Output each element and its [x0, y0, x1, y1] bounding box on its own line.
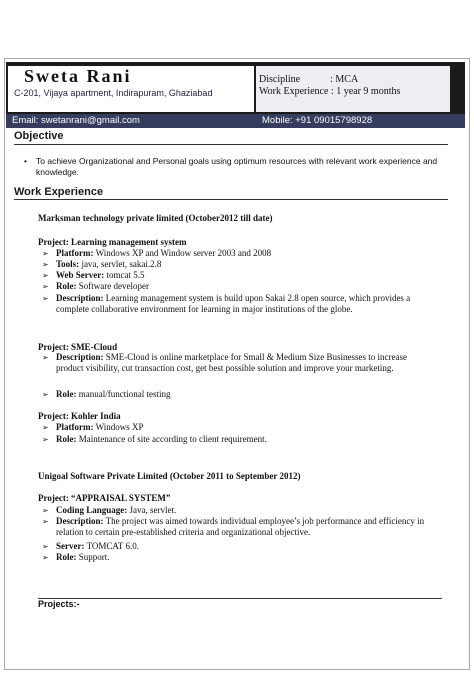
item-label: Tools: [56, 259, 80, 269]
bullet-icon: • [24, 156, 27, 166]
item-label: Platform: [56, 422, 94, 432]
bullet-item [42, 434, 267, 445]
arrow-bullet-icon: ➢ [42, 260, 49, 269]
arrow-bullet-icon: ➢ [42, 517, 49, 526]
item-value: Maintenance of site according to client requirement. [78, 434, 267, 444]
item-label: Web Server: [56, 270, 105, 280]
arrow-bullet-icon: ➢ [42, 271, 49, 280]
arrow-bullet-icon: ➢ [42, 294, 49, 303]
item-value: tomcat 5.5 [106, 270, 145, 280]
item-label: Description: [56, 352, 104, 362]
objective-heading: Objective [14, 130, 64, 142]
item-label: Platform: [56, 248, 94, 258]
item-value: Windows XP and Window server 2003 and 2008 [95, 248, 272, 258]
item-value: Java, servlet. [129, 505, 177, 515]
bullet-item [42, 293, 436, 315]
project-title: Project: Learning management system [38, 237, 187, 247]
bullet-item [42, 389, 171, 400]
company-1: Marksman technology private limited (October2012 till date) [38, 213, 273, 223]
objective-body: To achieve Organizational and Personal goals using optimum resources with relevant work experience and knowledge. [36, 156, 438, 177]
bullet-item [42, 516, 436, 538]
item-value: Support. [78, 552, 110, 562]
item-label: Description: [56, 516, 104, 526]
bullet-item [42, 422, 144, 433]
item-label: Role: [56, 434, 77, 444]
item-value: java, servlet, sakai.2.8 [81, 259, 162, 269]
project-title: Project: SME-Cloud [38, 342, 118, 352]
item-value: Windows XP [95, 422, 144, 432]
arrow-bullet-icon: ➢ [42, 553, 49, 562]
bullet-item [42, 541, 140, 552]
item-value: Software developer [78, 281, 149, 291]
bullet-item [42, 248, 272, 259]
item-label: Role: [56, 281, 77, 291]
address: C-201, Vijaya apartment, Indirapuram, Ghaziabad [14, 88, 213, 98]
discipline: Discipline : MCA [259, 74, 359, 85]
item-value: manual/functional testing [78, 389, 171, 399]
item-value: SME-Cloud is online marketplace for Small & Medium Size Businesses to increase product visibility, cut transaction cost, get best possible solution and improve your marketing. [56, 352, 407, 373]
item-label: Role: [56, 552, 77, 562]
candidate-name: Sweta Rani [24, 66, 132, 86]
bullet-item [42, 552, 110, 563]
project-title: Project: “APPRAISAL SYSTEM” [38, 493, 171, 503]
projects-heading: Projects:- [38, 599, 80, 609]
bullet-item [42, 505, 177, 516]
arrow-bullet-icon: ➢ [42, 249, 49, 258]
item-label: Coding Language: [56, 505, 128, 515]
item-value: Learning management system is build upon Sakai 2.8 open source, which provides a complete collaborative environment for learning in major institutions of the globe. [56, 293, 411, 314]
bullet-item [42, 270, 145, 281]
arrow-bullet-icon: ➢ [42, 423, 49, 432]
arrow-bullet-icon: ➢ [42, 435, 49, 444]
arrow-bullet-icon: ➢ [42, 506, 49, 515]
item-value: The project was aimed towards individual employee’s job performance and efficiency in relation to certain pre-established criteria and organizational objective. [56, 516, 425, 537]
work-heading: Work Experience [14, 186, 104, 198]
objective-text [24, 156, 454, 178]
projects-rule [38, 598, 442, 599]
work-rule [14, 199, 448, 200]
work-experience-summary: Work Experience : 1 year 9 months [259, 86, 401, 97]
email[interactable]: Email: swetanrani@gmail.com [12, 115, 140, 126]
bullet-item [42, 281, 149, 292]
arrow-bullet-icon: ➢ [42, 390, 49, 399]
objective-rule [14, 144, 448, 145]
arrow-bullet-icon: ➢ [42, 353, 49, 362]
contact-bar [6, 114, 465, 128]
item-label: Description: [56, 293, 104, 303]
item-label: Role: [56, 389, 77, 399]
item-label: Server: [56, 541, 85, 551]
bullet-item [42, 352, 436, 374]
arrow-bullet-icon: ➢ [42, 542, 49, 551]
project-title: Project: Kohler India [38, 411, 121, 421]
bullet-item [42, 259, 162, 270]
mobile: Mobile: +91 09015798928 [262, 115, 373, 126]
item-value: TOMCAT 6.0. [86, 541, 140, 551]
arrow-bullet-icon: ➢ [42, 282, 49, 291]
company-2: Unigoal Software Private Limited (October 2011 to September 2012) [38, 471, 301, 481]
